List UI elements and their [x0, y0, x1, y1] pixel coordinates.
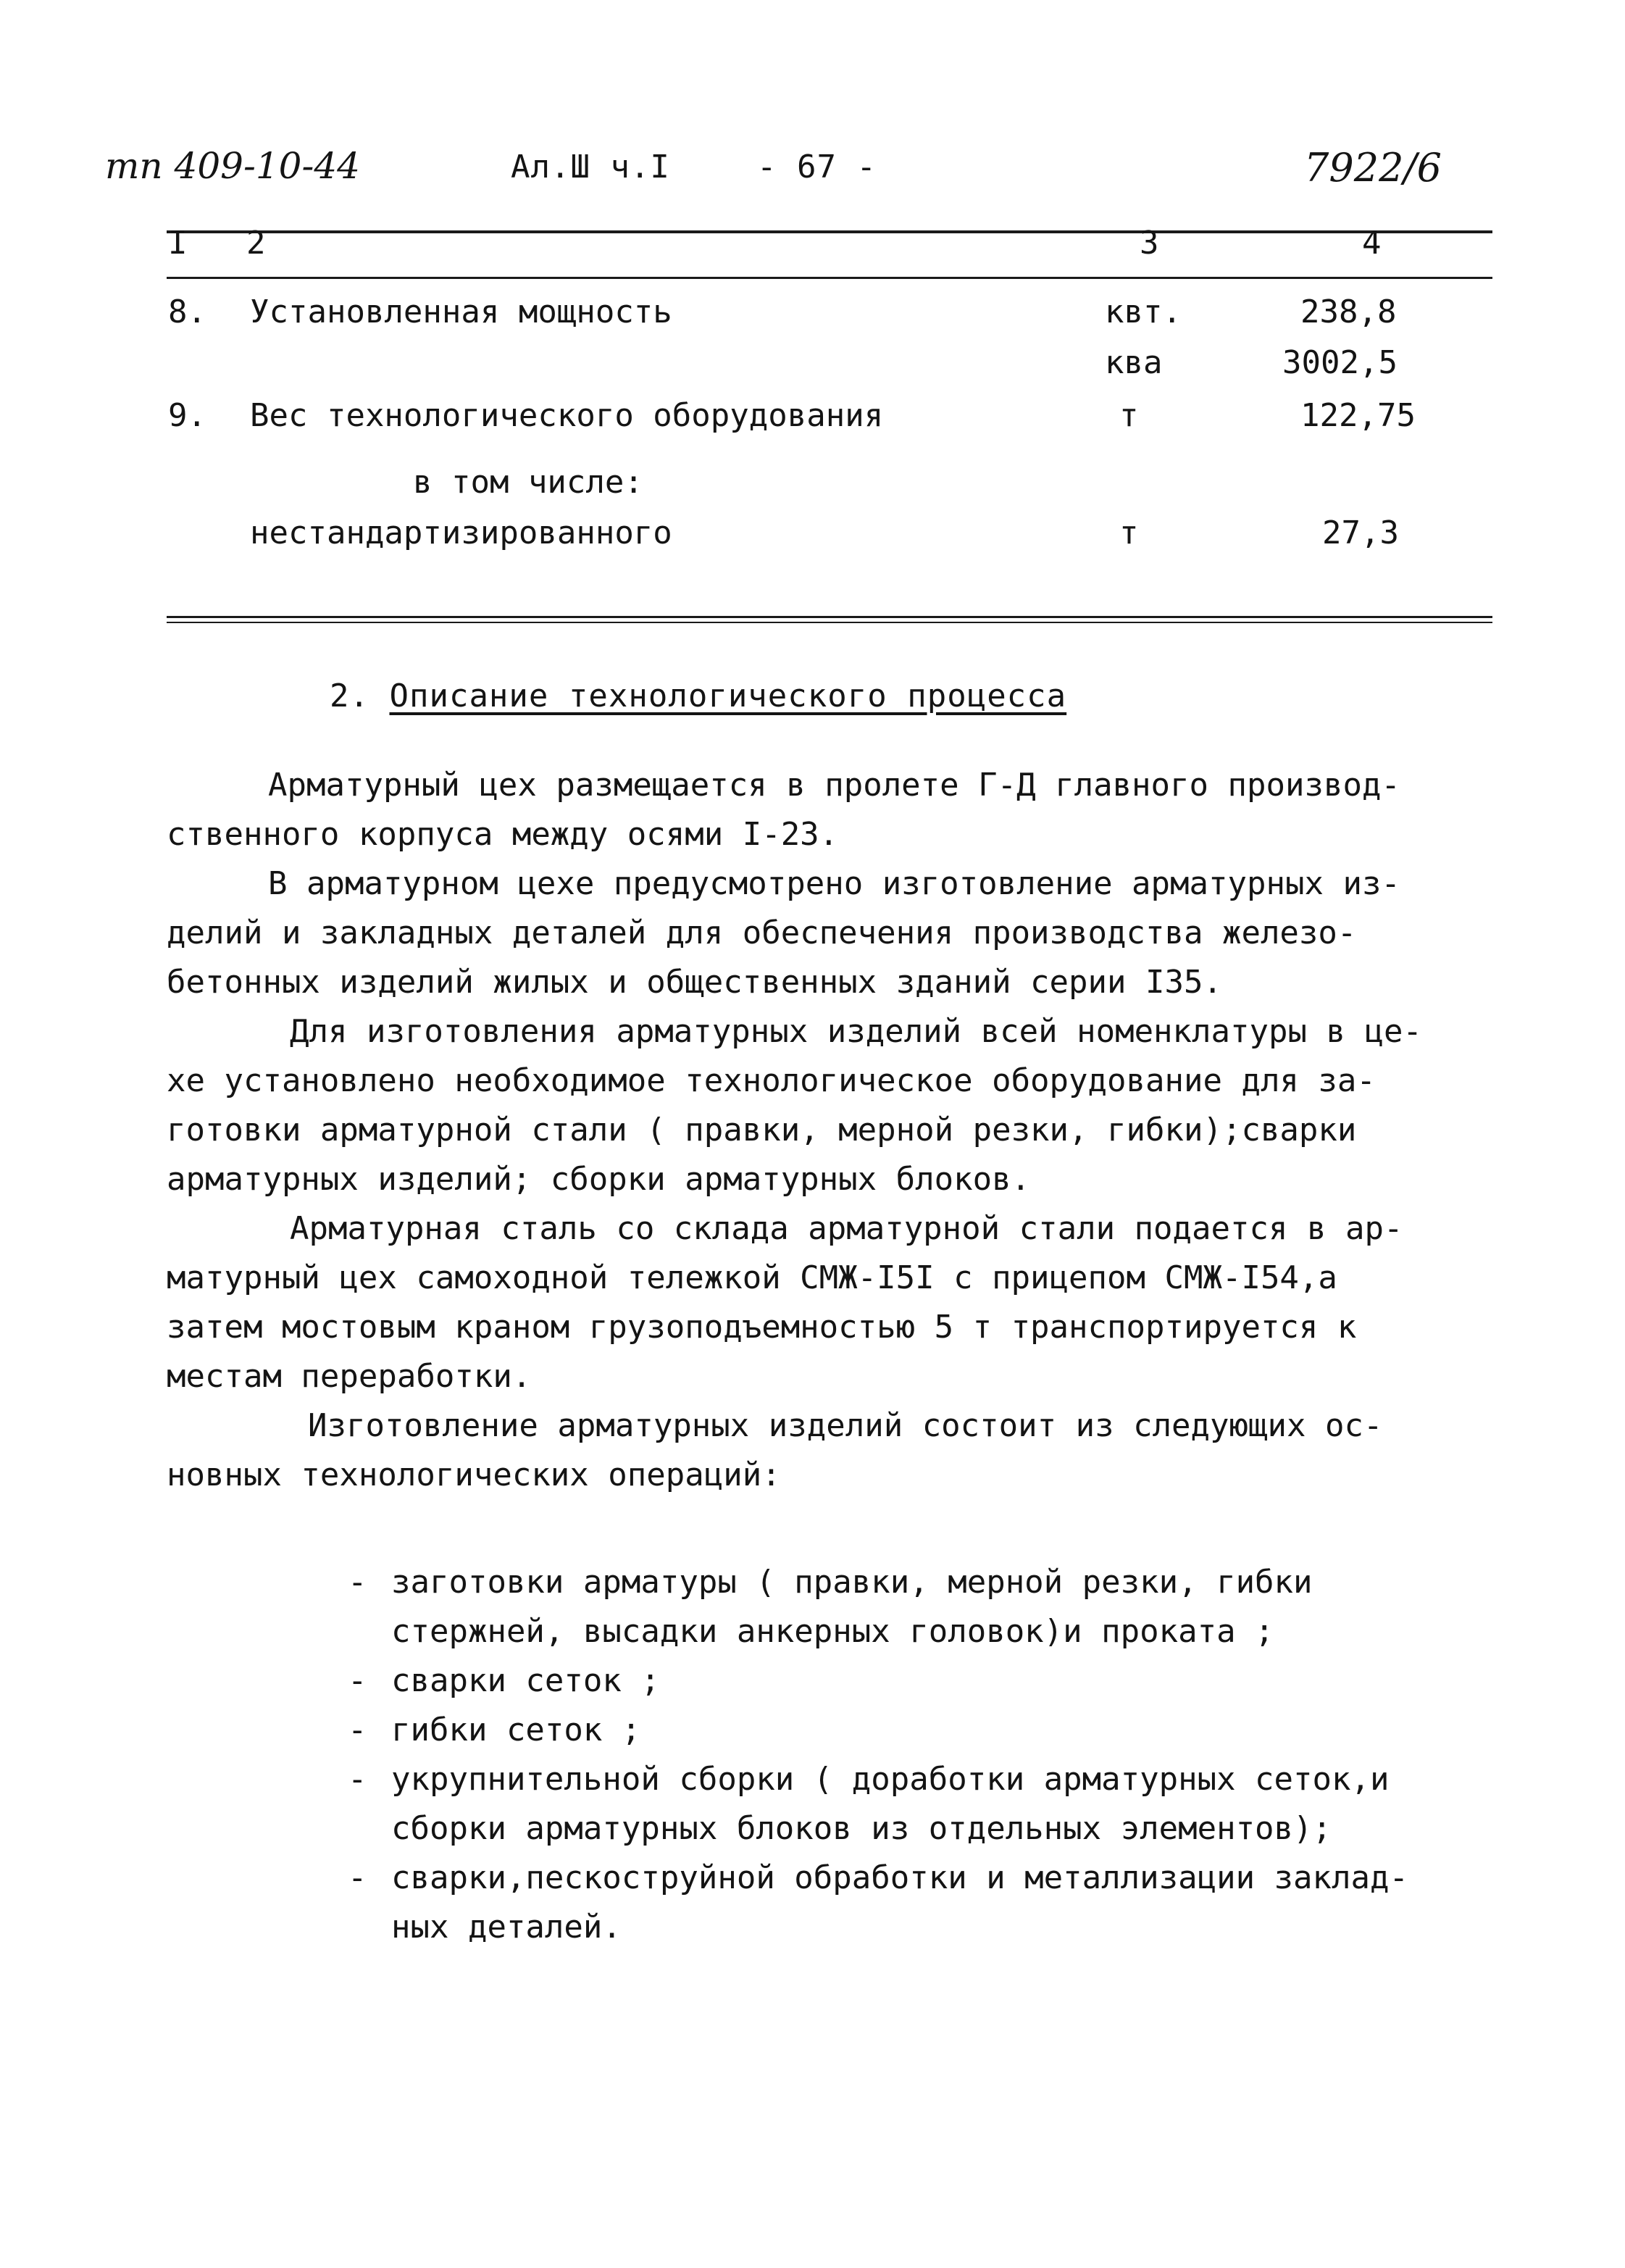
page-number: - 67 - [757, 149, 877, 185]
row-name: нестандартизированного [250, 514, 672, 551]
table-bottom-rule-second [167, 622, 1492, 623]
paragraph-line: В арматурном цехе предусмотрено изготовление арматурных из- [268, 865, 1400, 902]
row-value: 238,8 [1300, 293, 1397, 330]
section-heading [330, 678, 1066, 714]
row-value: 27,3 [1322, 514, 1399, 551]
paragraph-line: новных технологических операций: [167, 1456, 781, 1493]
paragraph [167, 1401, 1492, 1500]
table-column-header [0, 225, 1625, 274]
row-name: в том числе: [413, 464, 643, 501]
paragraph-line: Арматурный цех размещается в пролете Г-Д главного производ- [268, 767, 1400, 804]
list-item-line: заготовки арматуры ( правки, мерной резки, гибки [391, 1564, 1313, 1601]
row-unit: т [1119, 514, 1139, 551]
document-code: тп 409-10-44 [105, 145, 360, 187]
row-name: Установленная мощность [250, 293, 672, 330]
paragraph-line: Для изготовления арматурных изделий всей номенклатуры в це- [290, 1013, 1422, 1050]
bullet-dash: - [348, 1564, 367, 1601]
row-number: 9. [168, 397, 206, 434]
row-value: 122,75 [1300, 397, 1416, 434]
bullet-dash: - [348, 1712, 367, 1748]
bullet-dash: - [348, 1761, 367, 1798]
row-value: 3002,5 [1282, 344, 1398, 381]
col-2-header: 2 [246, 225, 266, 262]
paragraph [167, 761, 1492, 859]
table-header-rule [167, 277, 1492, 279]
paragraph-line: местам переработки. [167, 1358, 532, 1395]
paragraph-line: хе установлено необходимое технологическое оборудование для за- [167, 1062, 1376, 1099]
bullet-dash: - [348, 1859, 367, 1896]
paragraph-line: Арматурная сталь со склада арматурной стали подается в ар- [290, 1210, 1403, 1247]
list-item-line: укрупнительной сборки ( доработки арматурных сеток,и [391, 1761, 1390, 1798]
table-row [0, 514, 1625, 558]
bullet-dash: - [348, 1662, 367, 1699]
paragraph-line: арматурных изделий; сборки арматурных блоков. [167, 1161, 1031, 1198]
paragraph-line: делий и закладных деталей для обеспечения производства железо- [167, 914, 1357, 951]
table-bottom-rule [167, 616, 1492, 618]
paragraph-line: готовки арматурной стали ( правки, мерной резки, гибки);сварки [167, 1112, 1357, 1148]
paragraph [167, 1007, 1492, 1204]
list-item-line: ных деталей. [391, 1909, 622, 1946]
section-title: Описание технологического процесса [389, 678, 1067, 714]
paragraph [167, 1204, 1492, 1401]
paragraph-line: затем мостовым краном грузоподъемностью 5 т транспортируется к [167, 1309, 1357, 1346]
col-4-header: 4 [1362, 225, 1382, 262]
col-1-header: I [168, 225, 188, 262]
list-item-line: гибки сеток ; [391, 1712, 641, 1748]
list-item-line: сборки арматурных блоков из отдельных элементов); [391, 1810, 1332, 1847]
table-row [0, 464, 1625, 507]
paragraph-line: Изготовление арматурных изделий состоит из следующих ос- [308, 1407, 1383, 1444]
row-unit: квт. [1105, 293, 1182, 330]
col-3-header: 3 [1140, 225, 1159, 262]
paragraph-line: матурный цех самоходной тележкой СМЖ-I5I с прицепом СМЖ-I54,а [167, 1259, 1337, 1296]
list-item-line: сварки сеток ; [391, 1662, 660, 1699]
row-name: Вес технологического оборудования [250, 397, 884, 434]
paragraph [167, 859, 1492, 1007]
row-number: 8. [168, 293, 206, 330]
list-item-line: сварки,пескоструйной обработки и металлизации заклад- [391, 1859, 1408, 1896]
table-row [0, 397, 1625, 441]
list-item-line: стержней, высадки анкерных головок)и проката ; [391, 1613, 1274, 1650]
album-reference: Ал.Ш ч.I [511, 149, 670, 185]
sheet-code: 7922/6 [1304, 145, 1442, 191]
section-number: 2. [330, 678, 369, 714]
paragraph-line: ственного корпуса между осями I-23. [167, 816, 839, 853]
row-unit: т [1119, 397, 1139, 434]
table-row [0, 293, 1625, 337]
row-unit: ква [1105, 344, 1163, 381]
paragraph-line: бетонных изделий жилых и общественных зданий серии I35. [167, 964, 1222, 1001]
table-row [0, 344, 1625, 388]
